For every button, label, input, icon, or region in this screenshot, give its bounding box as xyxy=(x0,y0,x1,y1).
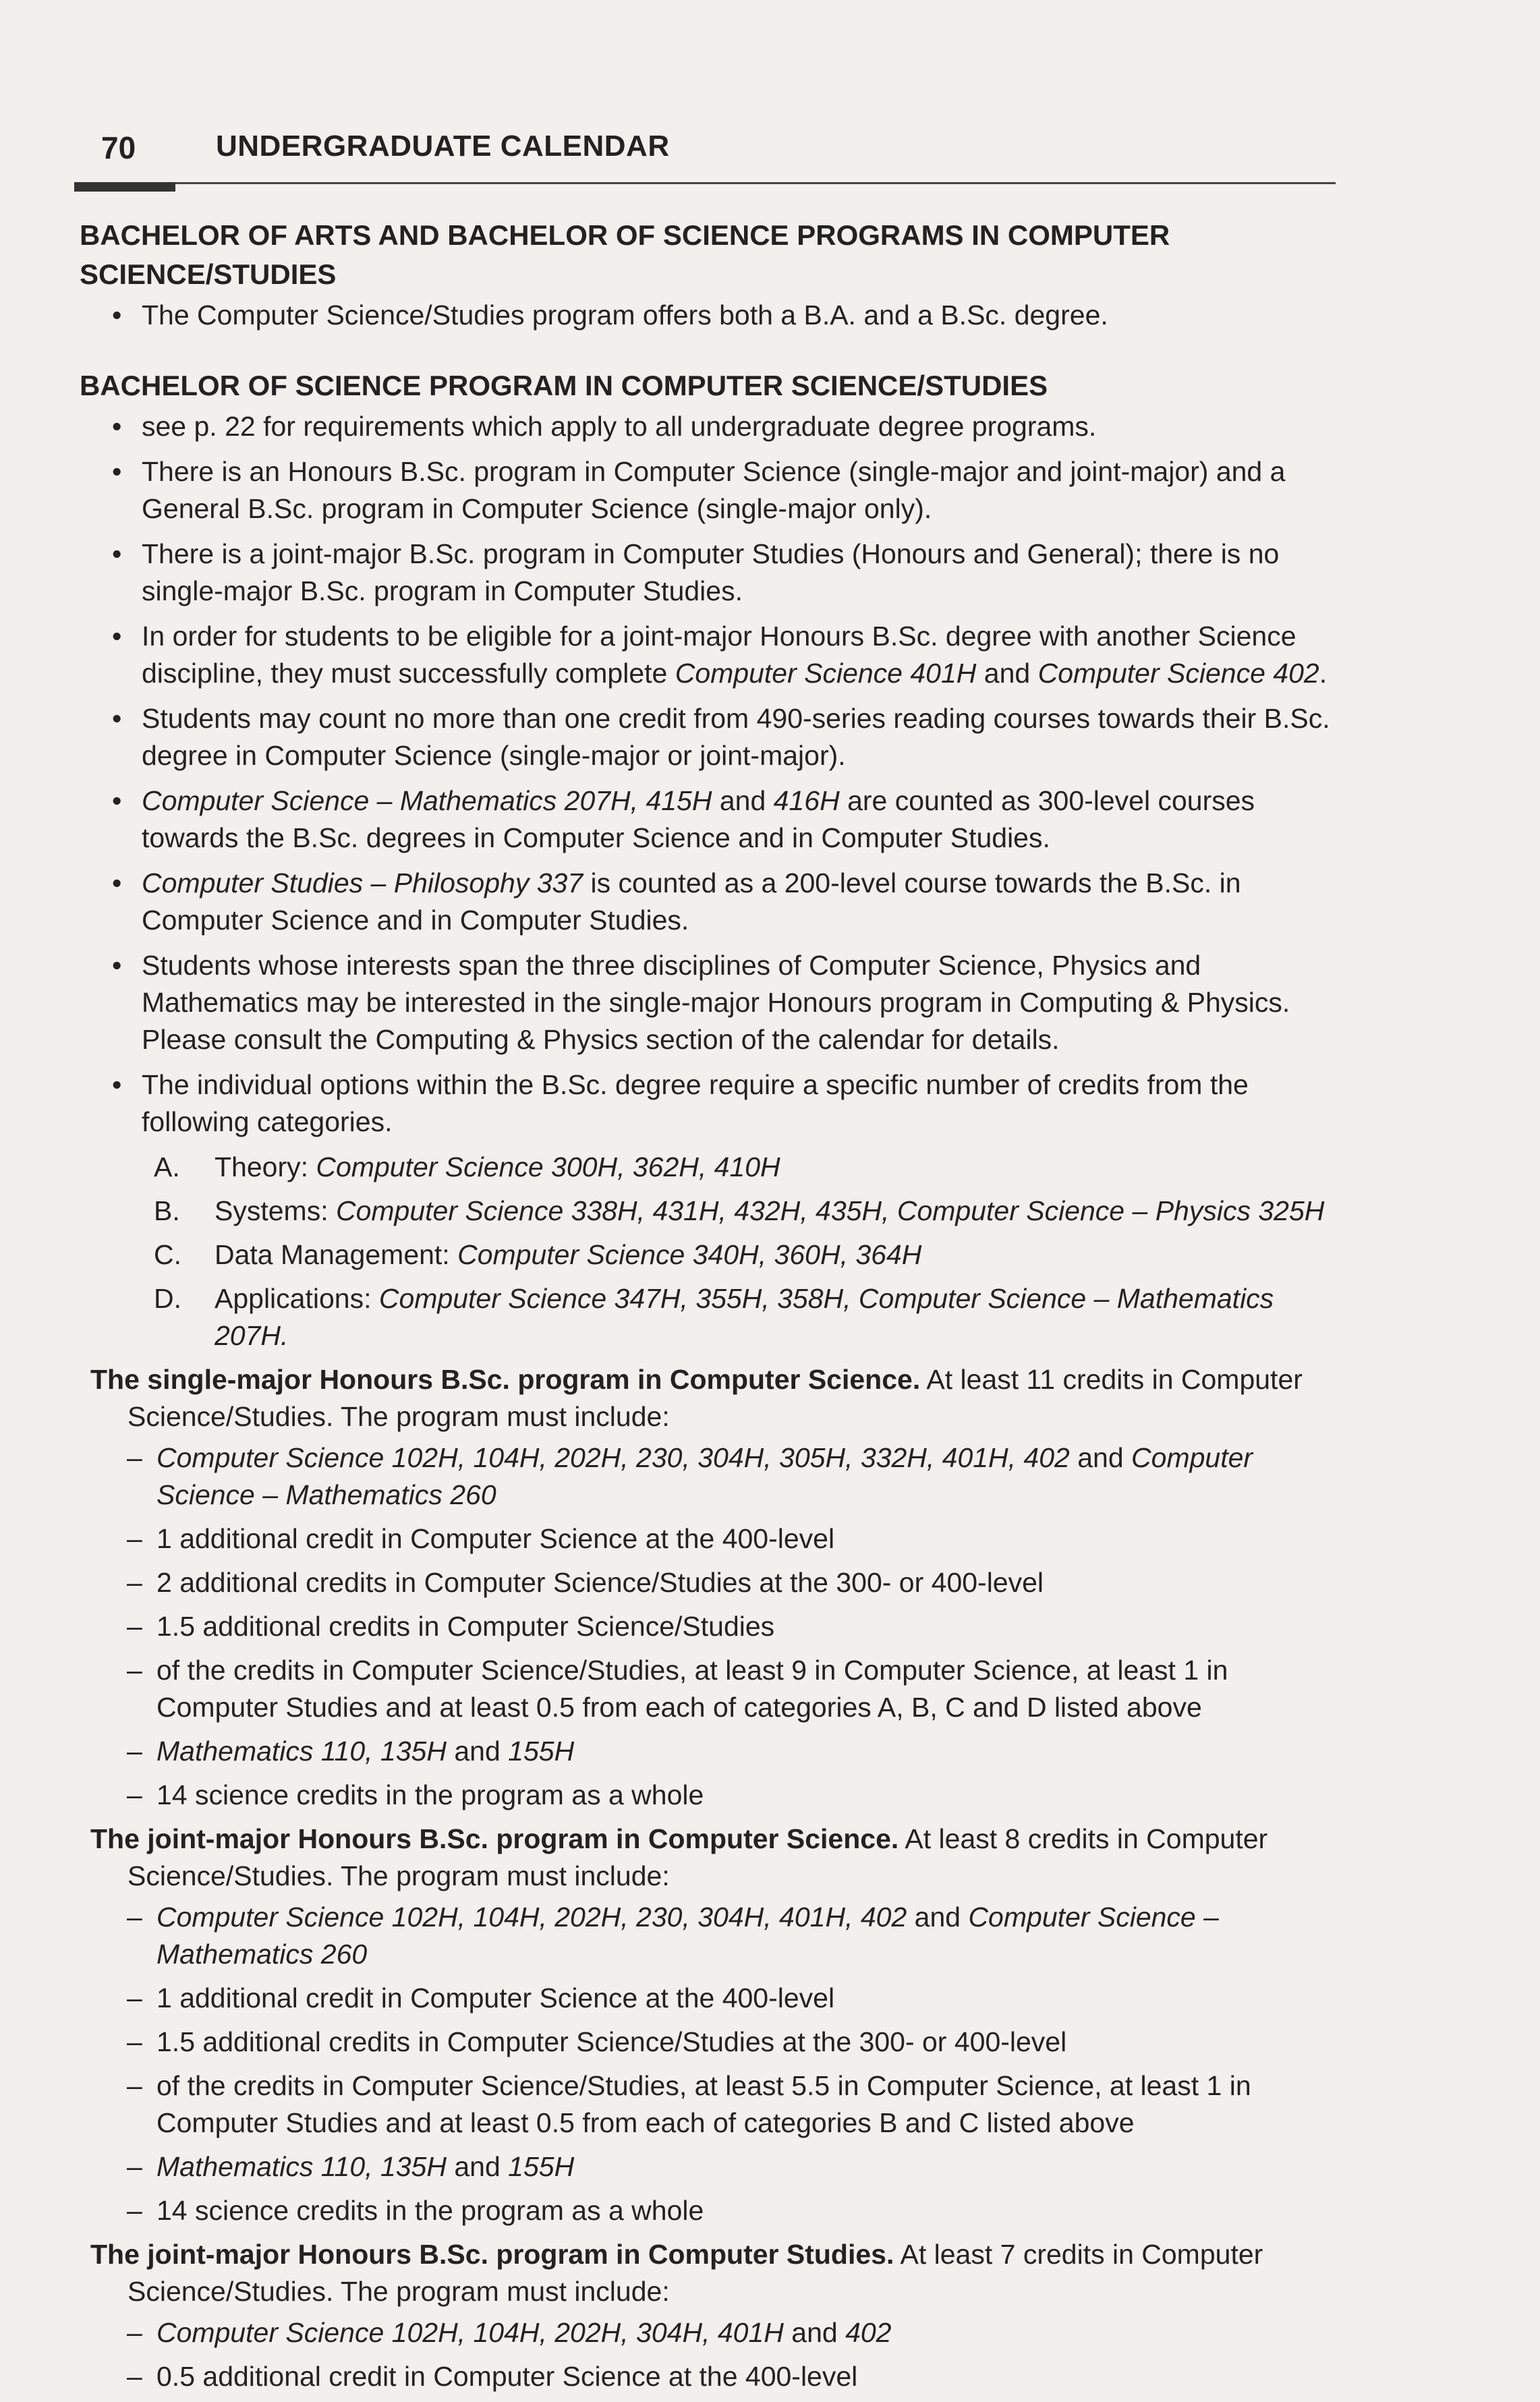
program-title: The joint-major Honours B.Sc. program in Computer Science. xyxy=(90,1823,899,1854)
dash-icon: – xyxy=(127,2026,142,2057)
requirement-list xyxy=(80,2314,1348,2395)
list-item: – 1 additional credit in Computer Science at the 400-level xyxy=(127,1520,1348,1557)
list-item: • There is an Honours B.Sc. program in Computer Science (single-major and joint-major) and a General B.Sc. program in Computer Science (single-major only). xyxy=(80,453,1348,527)
requirement-list xyxy=(80,1899,1348,2229)
bullet-icon: • xyxy=(112,785,122,816)
dash-icon: – xyxy=(127,1779,142,1810)
header-rule xyxy=(74,182,1336,184)
list-item: – 0.5 additional credit in Computer Science at the 400-level xyxy=(127,2358,1348,2395)
list-item: – Computer Science 102H, 104H, 202H, 230, 304H, 305H, 332H, 401H, 402 and Computer Science – Mathematics 260 xyxy=(127,1439,1348,1514)
category-list xyxy=(80,1149,1348,1354)
list-item: – 14 science credits in the program as a whole xyxy=(127,2192,1348,2229)
dash-icon: – xyxy=(127,1523,142,1554)
category-item: D. Applications: Computer Science 347H, 355H, 358H, Computer Science – Mathematics 207H. xyxy=(154,1283,1274,1351)
list-item: – 1.5 additional credits in Computer Science/Studies xyxy=(127,1608,1348,1645)
bullet-icon: • xyxy=(112,703,122,734)
section-heading: BACHELOR OF SCIENCE PROGRAM IN COMPUTER SCIENCE/STUDIES xyxy=(80,370,1048,401)
page-header xyxy=(101,121,1336,182)
dash-icon: – xyxy=(127,2151,142,2182)
list-item: • Students may count no more than one credit from 490-series reading courses towards their B.Sc. degree in Computer Science (single-major or joint-major). xyxy=(80,700,1348,774)
program-joint-major-studies: The joint-major Honours B.Sc. program in Computer Studies. At least 7 credits in Computer Science/Studies. The program must include: – Computer Science 102H, 104H, 202H, 304H, 401H and 402 – 0.5 additional credit in Computer Science at the 400-level xyxy=(80,2236,1348,2395)
program-single-major-cs: The single-major Honours B.Sc. program in Computer Science. At least 11 credits in Computer Science/Studies. The program must include: – Computer Science 102H, 104H, 202H, 230, 304H, 305H, 332H, 401H, 402 and Computer Science – Mathematics 260 – 1 additional credit in Computer Science at the 400-level – 2 additional credits in Computer Science/Studies at the 300- or 400-level – 1.5 additional credits in Computer Science/Studies – of the credits in Computer Science/Studies, at least 9 in Computer Science, at least 1 in Computer Studies and at least 0.5 from each of categories A, B, C and D listed above – Mathematics 110, 135H and 155H – 14 science credits in the program as a whole xyxy=(80,1361,1348,1814)
dash-icon: – xyxy=(127,1442,142,1473)
bullet-list xyxy=(80,297,1348,334)
bullet-icon: • xyxy=(112,867,122,898)
list-item: • Computer Studies – Philosophy 337 is counted as a 200-level course towards the B.Sc. in Computer Science and in Computer Studies. xyxy=(80,865,1348,939)
dash-icon: – xyxy=(127,1567,142,1598)
list-item: – Computer Science 102H, 104H, 202H, 304H, 401H and 402 xyxy=(127,2314,1348,2351)
dash-icon: – xyxy=(127,1736,142,1767)
list-item: • In order for students to be eligible for a joint-major Honours B.Sc. degree with another Science discipline, they must successfully complete Computer Science 401H and Computer Science 402. xyxy=(80,618,1348,692)
bullet-icon: • xyxy=(112,299,122,331)
program-title: The joint-major Honours B.Sc. program in Computer Studies. xyxy=(90,2239,894,2270)
bullet-icon: • xyxy=(112,621,122,652)
category-item: A. Theory: Computer Science 300H, 362H, 410H xyxy=(154,1151,780,1182)
list-item: • Students whose interests span the three disciplines of Computer Science, Physics and Mathematics may be interested in the single-major Honours program in Computing & Physics. Please consult the Computing & Physics section of the calendar for details. xyxy=(80,947,1348,1058)
program-joint-major-cs: The joint-major Honours B.Sc. program in Computer Science. At least 8 credits in Computer Science/Studies. The program must include: – Computer Science 102H, 104H, 202H, 230, 304H, 401H, 402 and Computer Science – Mathematics 260 – 1 additional credit in Computer Science at the 400-level – 1.5 additional credits in Computer Science/Studies at the 300- or 400-level – of the credits in Computer Science/Studies, at least 5.5 in Computer Science, at least 1 in Computer Studies and at least 0.5 from each of categories B and C listed above – Mathematics 110, 135H and 155H – 14 science credits in the program as a whole xyxy=(80,1821,1348,2229)
dash-icon: – xyxy=(127,2361,142,2392)
dash-icon: – xyxy=(127,1611,142,1642)
bullet-icon: • xyxy=(112,411,122,442)
list-item: – Mathematics 110, 135H and 155H xyxy=(127,2148,1348,2185)
requirement-list xyxy=(80,1439,1348,1814)
bullet-icon: • xyxy=(112,1069,122,1100)
dash-icon: – xyxy=(127,1655,142,1686)
list-item: • see p. 22 for requirements which apply to all undergraduate degree programs. xyxy=(80,408,1348,445)
section-ba-bsc xyxy=(80,216,1348,334)
list-item: • There is a joint-major B.Sc. program in Computer Studies (Honours and General); there is no single-major B.Sc. program in Computer Studies. xyxy=(80,536,1348,610)
list-item: – Computer Science 102H, 104H, 202H, 230, 304H, 401H, 402 and Computer Science – Mathematics 260 xyxy=(127,1899,1348,1973)
list-item: – of the credits in Computer Science/Studies, at least 9 in Computer Science, at least 1 in Computer Studies and at least 0.5 from each of categories A, B, C and D listed above xyxy=(127,1652,1348,1726)
dash-icon: – xyxy=(127,1982,142,2013)
bullet-icon: • xyxy=(112,456,122,487)
list-item: – Mathematics 110, 135H and 155H xyxy=(127,1733,1348,1770)
dash-icon: – xyxy=(127,2195,142,2226)
page-content xyxy=(80,216,1348,2402)
list-item: – 14 science credits in the program as a whole xyxy=(127,1777,1348,1814)
header-rule-accent xyxy=(74,182,175,192)
list-item: – 1 additional credit in Computer Science at the 400-level xyxy=(127,1980,1348,2017)
list-item: • The Computer Science/Studies program offers both a B.A. and a B.Sc. degree. xyxy=(80,297,1348,334)
bullet-icon: • xyxy=(112,538,122,569)
page-title: UNDERGRADUATE CALENDAR xyxy=(216,130,670,163)
list-item: – 2 additional credits in Computer Science/Studies at the 300- or 400-level xyxy=(127,1564,1348,1601)
dash-icon: – xyxy=(127,2317,142,2348)
list-item: • The individual options within the B.Sc. degree require a specific number of credits from the following categories. xyxy=(80,1066,1348,1141)
section-heading: BACHELOR OF ARTS AND BACHELOR OF SCIENCE PROGRAMS IN COMPUTER SCIENCE/STUDIES xyxy=(80,219,1170,290)
category-item: B. Systems: Computer Science 338H, 431H, 432H, 435H, Computer Science – Physics 325H xyxy=(154,1195,1325,1226)
program-title: The single-major Honours B.Sc. program in Computer Science. xyxy=(90,1364,921,1395)
dash-icon: – xyxy=(127,2070,142,2101)
page-number: 70 xyxy=(101,130,136,165)
bullet-icon: • xyxy=(112,950,122,981)
bullet-list xyxy=(80,408,1348,1141)
category-item: C. Data Management: Computer Science 340H, 360H, 364H xyxy=(154,1239,922,1270)
dash-icon: – xyxy=(127,1901,142,1933)
list-item: – of the credits in Computer Science/Studies, at least 5.5 in Computer Science, at least 1 in Computer Studies and at least 0.5 from each of categories B and C listed above xyxy=(127,2067,1348,2142)
section-bsc xyxy=(80,366,1348,1354)
list-item: • Computer Science – Mathematics 207H, 415H and 416H are counted as 300-level courses towards the B.Sc. degrees in Computer Science and in Computer Studies. xyxy=(80,782,1348,857)
list-item: – 1.5 additional credits in Computer Science/Studies at the 300- or 400-level xyxy=(127,2024,1348,2061)
